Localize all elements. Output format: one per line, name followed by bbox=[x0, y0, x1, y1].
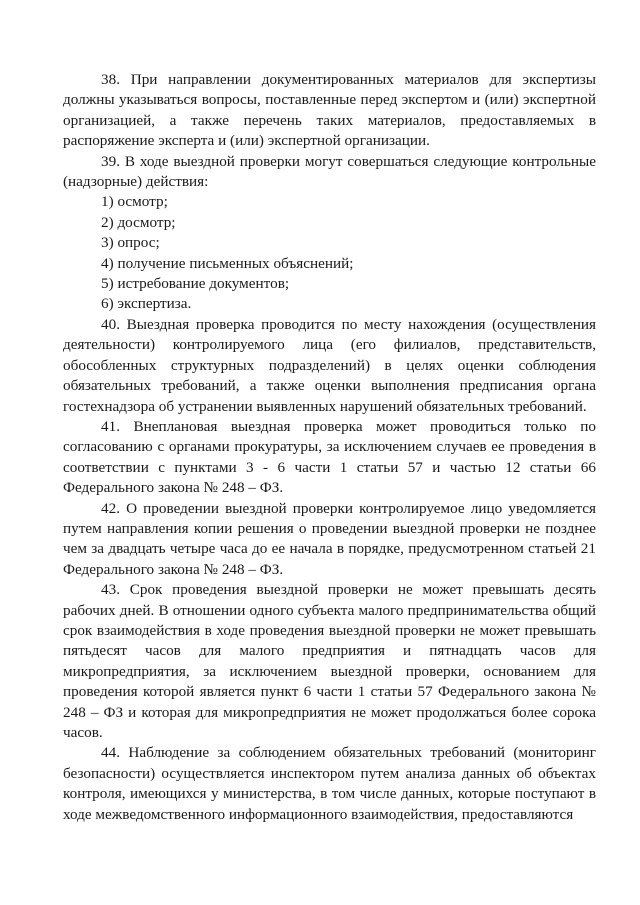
paragraph-40: 40. Выездная проверка проводится по месту нахождения (осуществления деятельности) контролируемого лица (его филиалов, представительств, обособленных структурных подразделений) в целях оценки соблюдения обязательных требований, а также оценки выполнения предписания органа гостехнадзора об устранении выявленных нарушений обязательных требований. bbox=[63, 315, 596, 415]
paragraph-38: 38. При направлении документированных материалов для экспертизы должны указываться вопросы, поставленные перед экспертом и (или) экспертной организацией, а также перечень таких материалов, предоставляемых в распоряжение эксперта и (или) экспертной организации. bbox=[63, 71, 596, 150]
list-item: 2) досмотр; bbox=[101, 213, 176, 231]
document-body bbox=[63, 70, 596, 825]
paragraph-41: 41. Внеплановая выездная проверка может проводиться только по согласованию с органами прокуратуры, за исключением случаев ее проведения в соответствии с пунктами 3 - 6 части 1 статьи 57 и частью 12 статьи 66 Федерального закона № 248 – ФЗ. bbox=[63, 417, 596, 497]
paragraph-42: 42. О проведении выездной проверки контролируемое лицо уведомляется путем направления копии решения о проведении выездной проверки не позднее чем за двадцать четыре часа до ее начала в порядке, предусмотренном статьей 21 Федерального закона № 248 – ФЗ. bbox=[63, 499, 596, 578]
list-item: 5) истребование документов; bbox=[101, 275, 290, 293]
list-item: 4) получение письменных объяснений; bbox=[101, 254, 354, 272]
paragraph-39: 39. В ходе выездной проверки могут совершаться следующие контрольные (надзорные) действия: bbox=[63, 152, 596, 191]
list-item: 3) опрос; bbox=[101, 234, 160, 252]
paragraph-43: 43. Срок проведения выездной проверки не может превышать десять рабочих дней. В отношении одного субъекта малого предпринимательства общий срок взаимодействия в ходе проведения выездной проверки не может превышать пятьдесят часов для малого предприятия и пятнадцать часов для микропредприятия, за исключением выездной проверки, основанием для проведения которой является пункт 6 части 1 статьи 57 Федерального закона № 248 – ФЗ и которая для микропредприятия не может продолжаться более сорока часов. bbox=[63, 581, 596, 741]
control-actions-list bbox=[63, 192, 596, 314]
list-item: 1) осмотр; bbox=[101, 193, 168, 211]
paragraph-44: 44. Наблюдение за соблюдением обязательных требований (мониторинг безопасности) осуществляется инспектором путем анализа данных об объектах контроля, имеющихся у министерства, в том числе данных, которые поступают в ходе межведомственного информационного взаимодействия, предоставляются bbox=[63, 744, 596, 823]
list-item: 6) экспертиза. bbox=[101, 295, 192, 313]
